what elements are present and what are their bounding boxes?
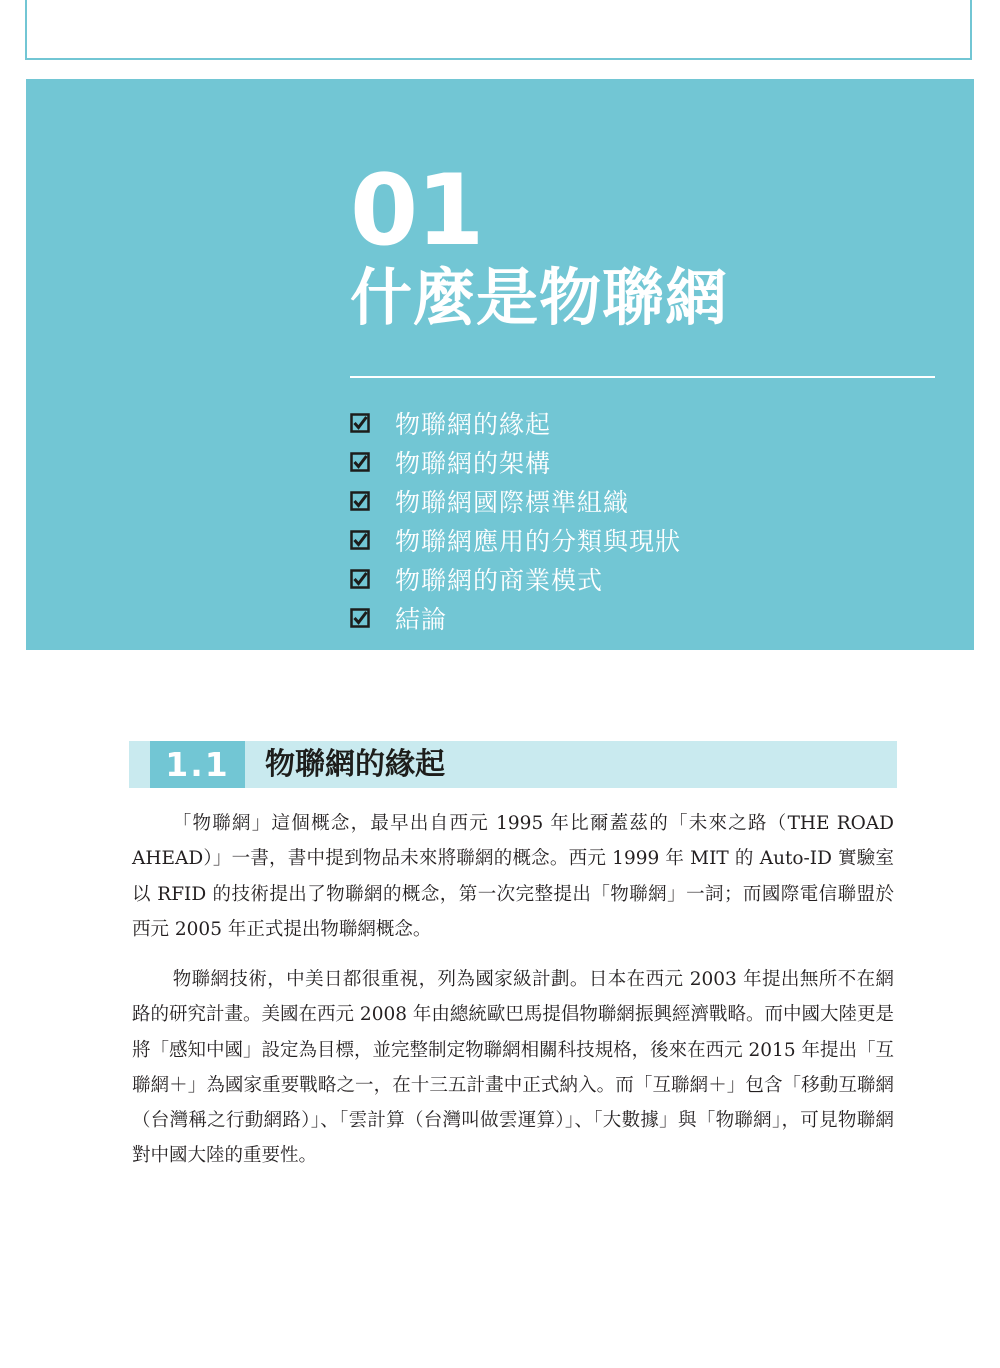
toc-item: [350, 442, 681, 481]
checkbox-checked-icon: [350, 608, 370, 628]
body-paragraph: 「物聯網」這個概念，最早出自西元 1995 年比爾蓋茲的「未來之路（THE ROAD AHEAD）」一書，書中提到物品未來將聯網的概念。西元 1999 年 MIT 的 Auto-ID 實驗室以 RFID 的技術提出了物聯網的概念，第一次完整提出「物聯網」一詞；而國際電信聯盟於西元 2005 年正式提出物聯網概念。: [132, 813, 894, 940]
toc-item-label: 物聯網的緣起: [395, 409, 552, 439]
toc-item-label: 物聯網國際標準組織: [395, 487, 630, 517]
chapter-number: 01: [350, 154, 483, 268]
section-title: 物聯網的緣起: [265, 747, 445, 782]
toc-item: [350, 481, 681, 520]
toc-item: [350, 559, 681, 598]
section-number: 1.1: [150, 741, 245, 788]
toc-item-label: 物聯網應用的分類與現狀: [395, 526, 682, 556]
checkbox-checked-icon: [350, 413, 370, 433]
toc-item-label: 物聯網的架構: [395, 448, 552, 478]
body-paragraph: 物聯網技術，中美日都很重視，列為國家級計劃。日本在西元 2003 年提出無所不在網路的研究計畫。美國在西元 2008 年由總統歐巴馬提倡物聯網振興經濟戰略。而中國大陸更是將「感知中國」設定為目標，並完整制定物聯網相關科技規格，後來在西元 2015 年提出「互聯網＋」為國家重要戰略之一，在十三五計畫中正式納入。而「互聯網＋」包含「移動互聯網（台灣稱之行動網路）」、「雲計算（台灣叫做雲運算）」、「大數據」與「物聯網」，可見物聯網對中國大陸的重要性。: [132, 969, 894, 1167]
checkbox-checked-icon: [350, 530, 370, 550]
chapter-title: 什麼是物聯網: [350, 261, 729, 334]
toc-item-label: 物聯網的商業模式: [395, 565, 604, 595]
top-frame: [25, 0, 972, 60]
checkbox-checked-icon: [350, 452, 370, 472]
toc-item: [350, 520, 681, 559]
checkbox-checked-icon: [350, 569, 370, 589]
chapter-divider: [350, 376, 935, 378]
toc-item: [350, 598, 681, 637]
toc-item-label: 結論: [395, 604, 448, 634]
checkbox-checked-icon: [350, 491, 370, 511]
toc-item: [350, 403, 681, 442]
chapter-toc: [350, 403, 681, 637]
